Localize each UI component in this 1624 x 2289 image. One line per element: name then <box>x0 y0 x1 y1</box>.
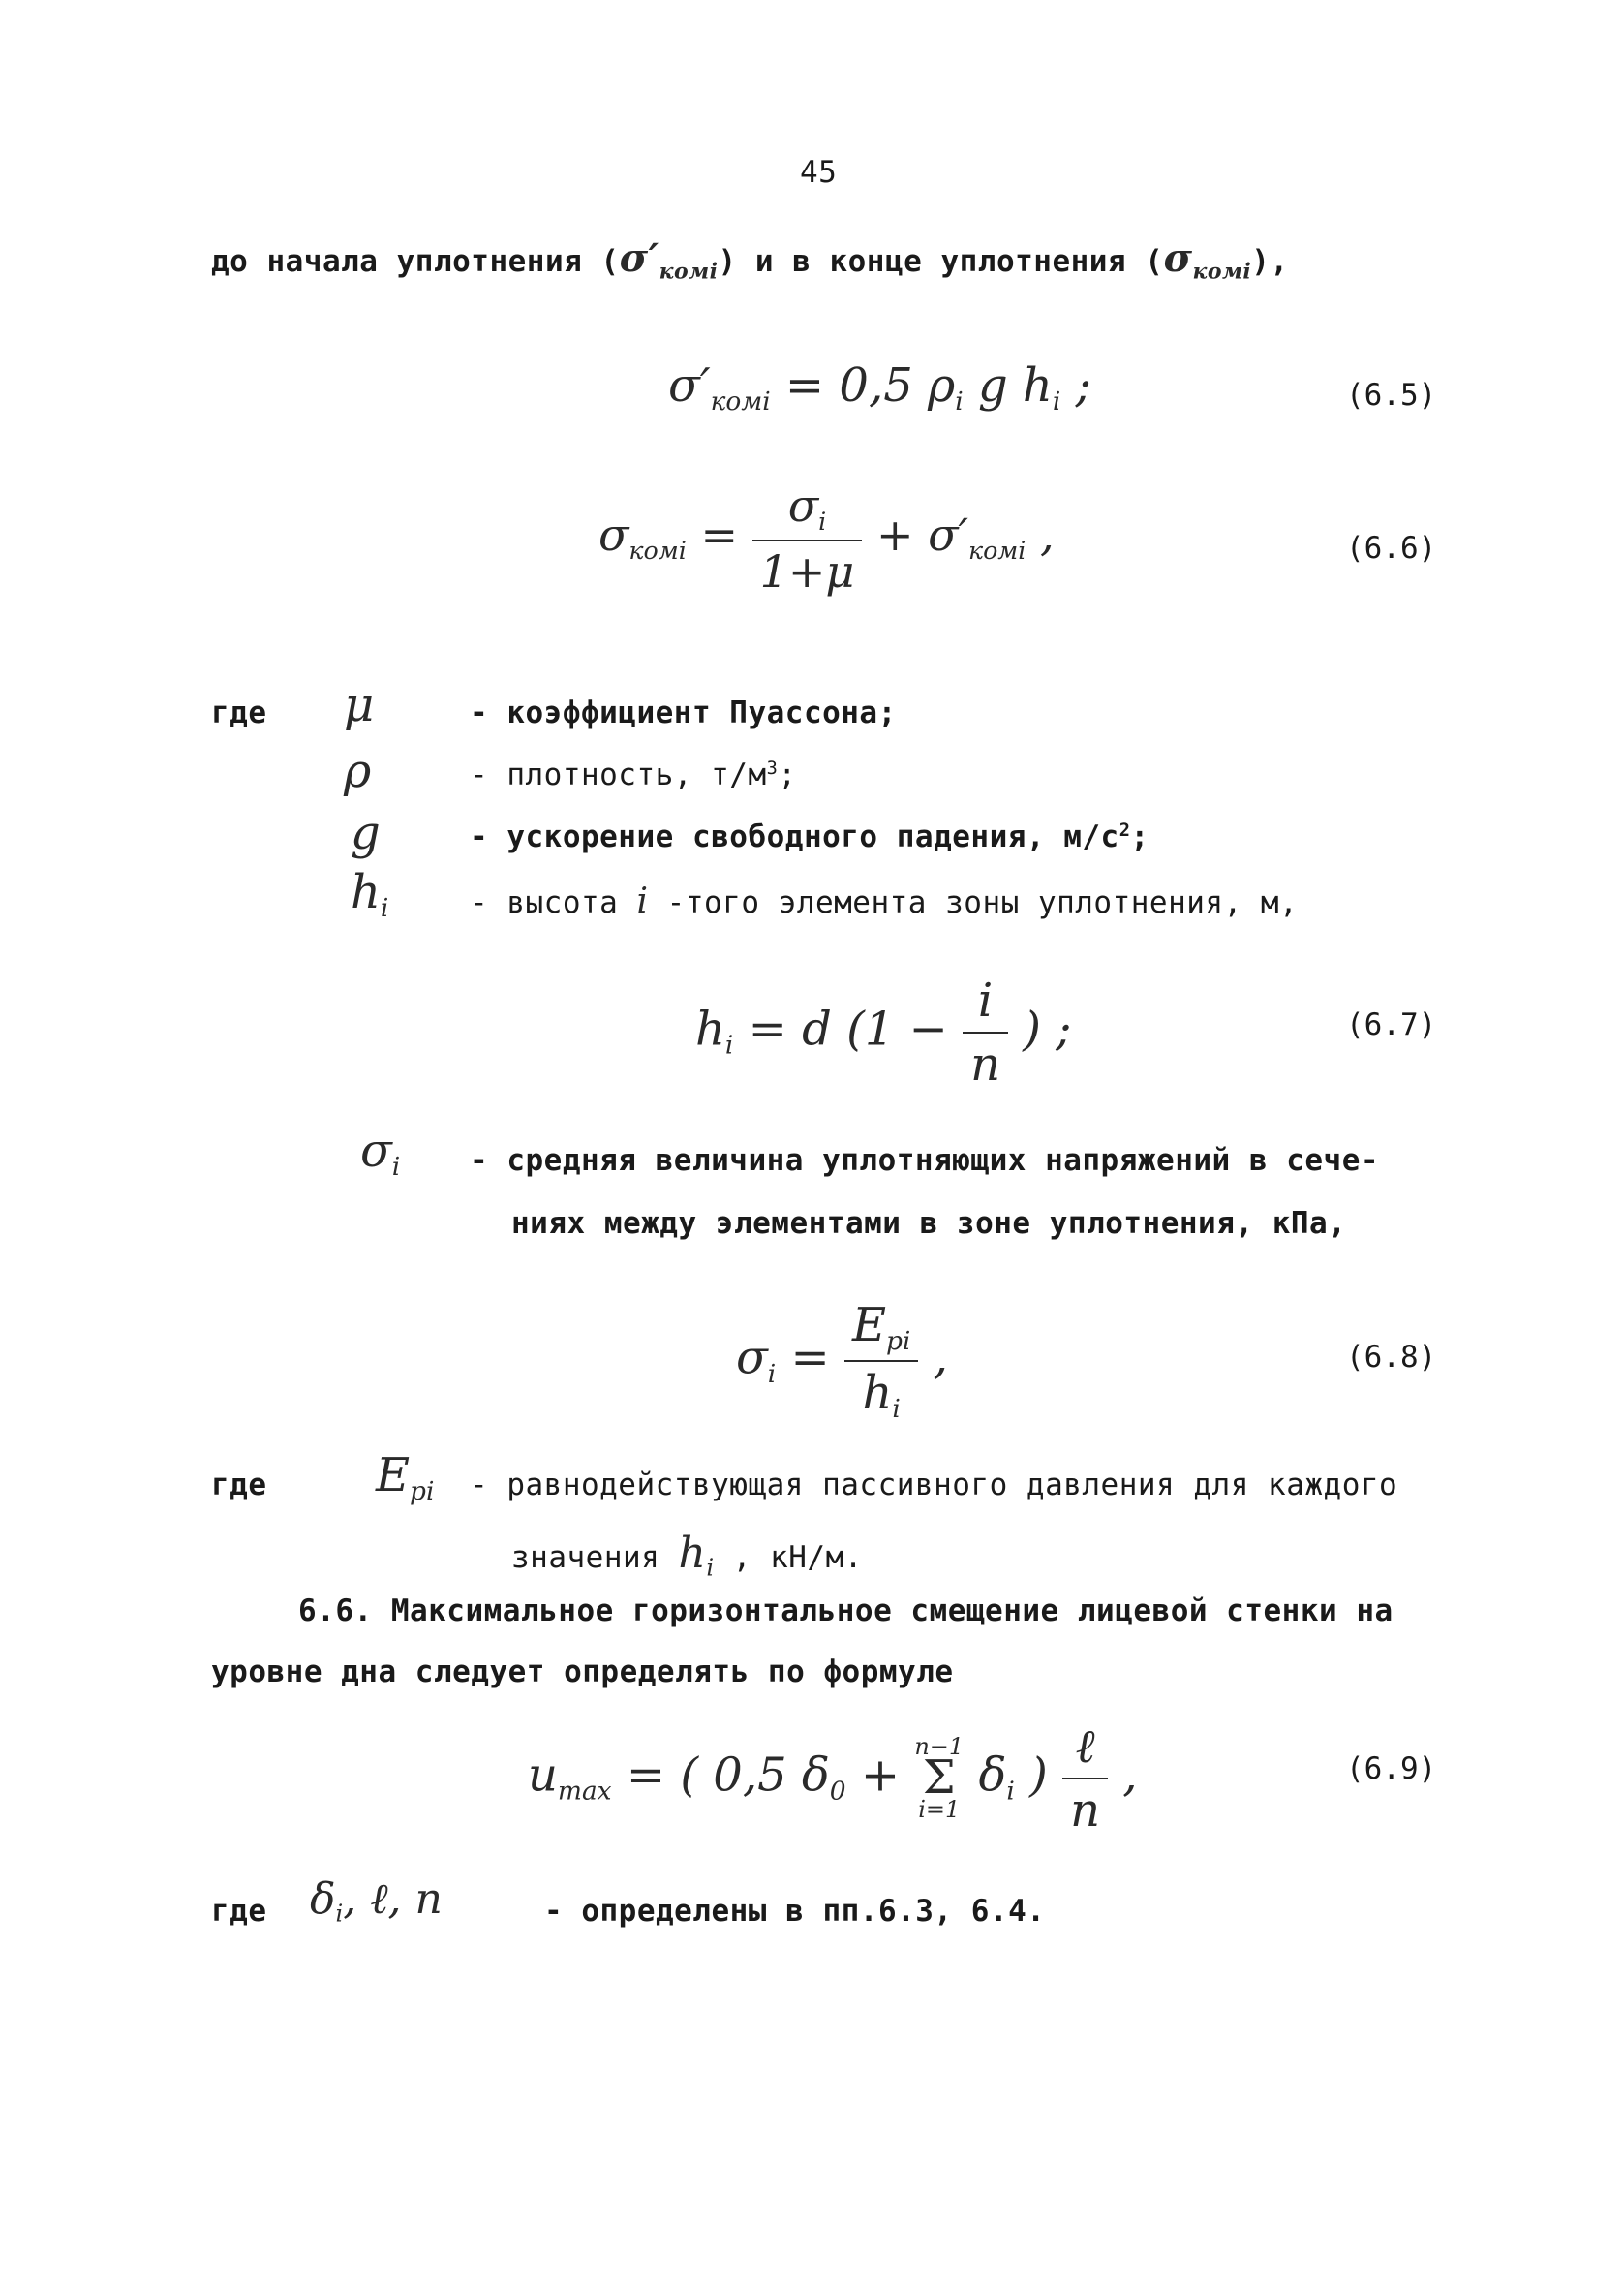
equation-6-8: $\sigma_i$ = $\frac{E_{pi}}{h_i}$ , <box>736 1298 948 1425</box>
def-sigma-i-line-2: ниях между элементами в зоне уплотнения, кПа, <box>511 1206 1347 1241</box>
def-E-pi-line-2: значения $h_i$ , кН/м. <box>511 1529 863 1582</box>
delta-l-n-symbols: $\delta_i$, ℓ, n <box>310 1874 443 1928</box>
sigma-i-symbol: $\sigma_i$ <box>360 1124 401 1183</box>
where-label-3: где <box>211 1894 267 1929</box>
def-mu: - коэффициент Пуассона; <box>470 696 897 730</box>
mu-symbol: μ <box>344 678 375 732</box>
fraction-6-6: $\frac{\sigma_i}{1+\mu}$ <box>752 479 863 598</box>
para-6-6-line-2: уровне дна следует определять по формуле <box>211 1655 954 1689</box>
equation-number-6-7: (6.7) <box>1346 1007 1437 1042</box>
intro-line <box>211 235 1289 285</box>
equation-6-7: $h_i = d$ (1 − $\frac{i}{n}$ ) ; <box>695 974 1072 1092</box>
intro-text-1: до начала уплотнения ( <box>211 244 620 279</box>
g-symbol: g <box>351 806 381 860</box>
def-h-i: - высота i -того элемента зоны уплотнения, м, <box>470 882 1299 921</box>
para-6-6-line-1: 6.6. Максимальное горизонтальное смещение лицевой стенки на <box>298 1593 1394 1628</box>
sum-operator: n−1 Σ i=1 <box>914 1732 965 1823</box>
fraction-6-9: $\frac{\text{ℓ}}{n}$ <box>1062 1719 1108 1838</box>
equation-6-9: $u_{max}$ = ( 0,5 $\delta_0$ + n−1 Σ i=1 $\delta_i$ ) $\frac{\text{ℓ}}{n}$ , <box>528 1719 1138 1838</box>
sigma-kom-initial-symbol: $\sigma'_{комi}$ <box>619 235 719 285</box>
equation-number-6-5: (6.5) <box>1346 378 1437 413</box>
intro-text-3: ), <box>1251 244 1289 279</box>
equation-number-6-6: (6.6) <box>1346 531 1437 566</box>
intro-text-2: ) и в конце уплотнения ( <box>718 244 1164 279</box>
def-delta-l-n: - определены в пп.6.3, 6.4. <box>544 1894 1046 1929</box>
def-E-pi-line-1: - равнодействующая пассивного давления для каждого <box>470 1468 1398 1502</box>
where-label-1: где <box>211 696 267 730</box>
equation-6-5: $\sigma'_{комi} = 0,5$ $\rho_i$ g $h_i$ ; <box>668 358 1091 418</box>
fraction-6-7: $\frac{i}{n}$ <box>963 974 1008 1092</box>
sigma-kom-final-symbol: $\sigma_{комi}$ <box>1163 235 1252 285</box>
rho-symbol: ρ <box>344 744 372 798</box>
def-rho: - плотность, $т/м^3$; <box>470 758 797 792</box>
page-number: 45 <box>800 155 838 190</box>
equation-6-6: $\sigma_{комi}$ = $\frac{\sigma_i}{1+\mu}$ + $\sigma'_{комi}$ , <box>598 479 1055 598</box>
def-g: - ускорение свободного падения, $м/с^2$; <box>470 820 1149 854</box>
where-label-2: где <box>211 1468 267 1502</box>
h-i-symbol: $h_i$ <box>351 865 389 924</box>
equation-number-6-8: (6.8) <box>1346 1340 1437 1375</box>
E-pi-symbol: $E_{pi}$ <box>376 1448 435 1507</box>
equation-number-6-9: (6.9) <box>1346 1751 1437 1786</box>
def-sigma-i-line-1: - средняя величина уплотняющих напряжений в сече- <box>470 1143 1380 1178</box>
fraction-6-8: $\frac{E_{pi}}{h_i}$ <box>844 1298 918 1424</box>
